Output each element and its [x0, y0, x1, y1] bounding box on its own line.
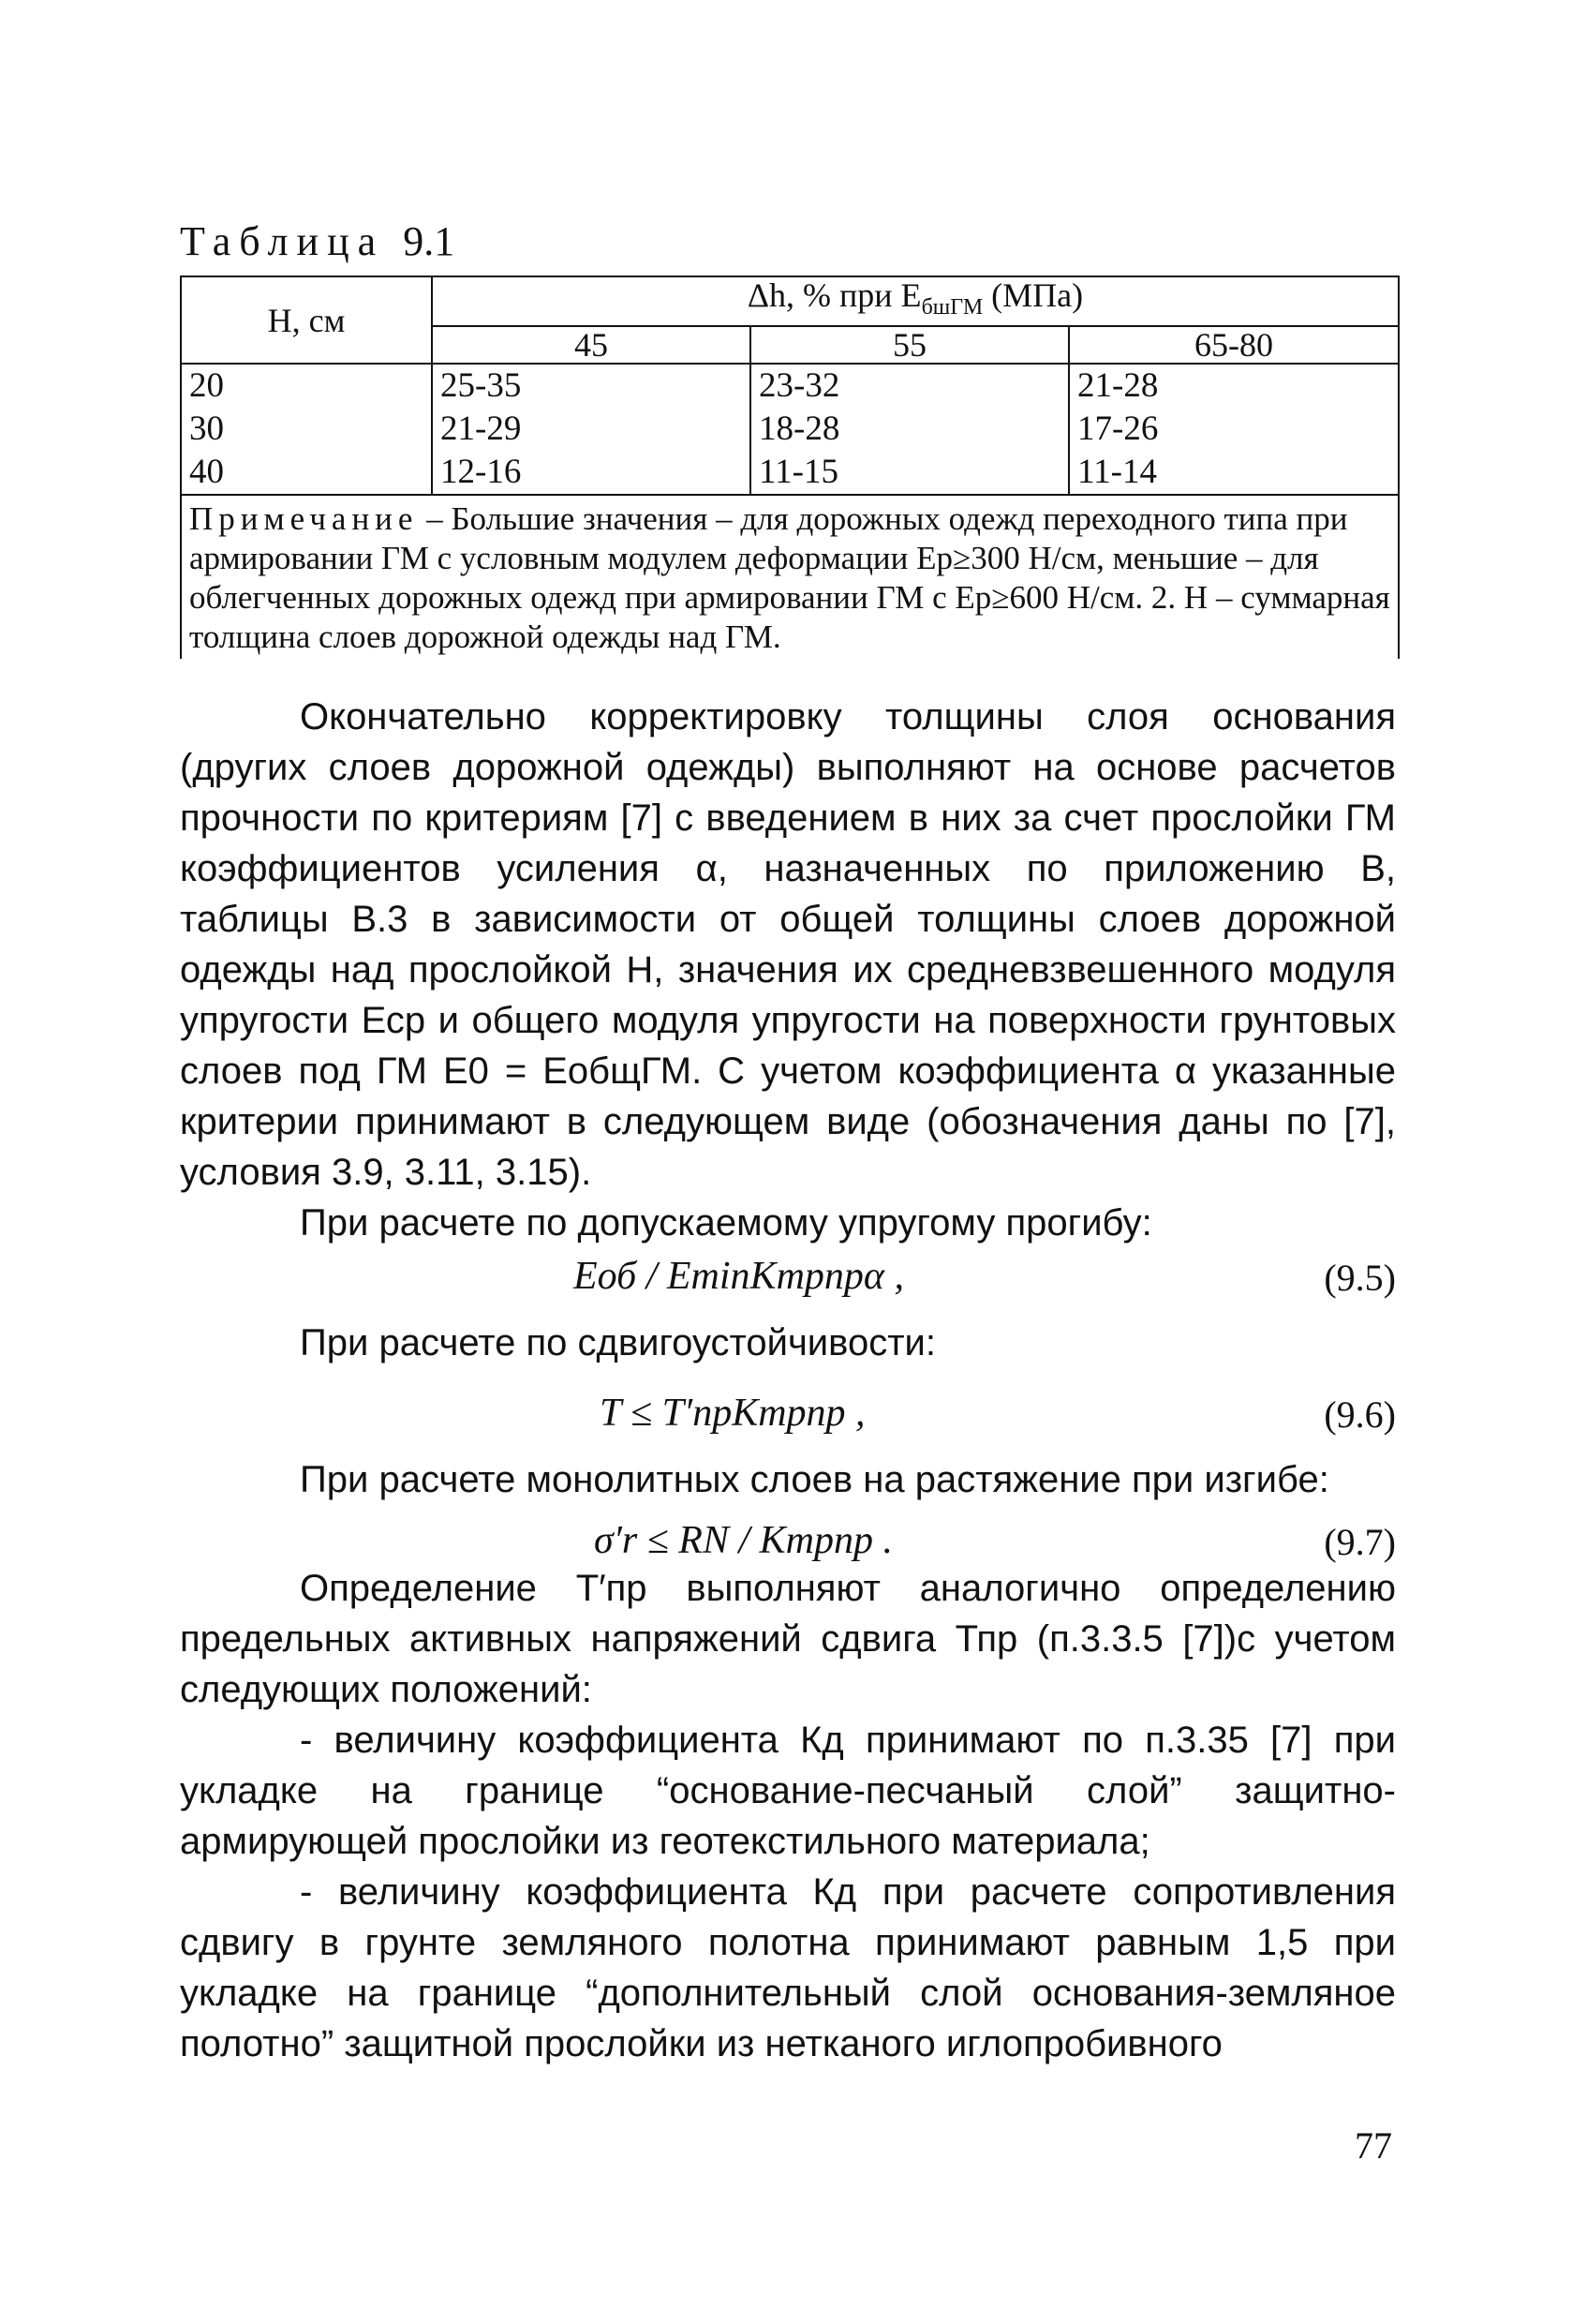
cell-55: 18-28 [750, 408, 1069, 451]
note-text: – Большие значения – для дорожных одежд переходного типа при армировании ГМ с условным модулем деформации Ер≥300 Н/см, меньшие – для облегченных дорожных одежд при армировании ГМ с Ер≥600 Н/см. 2. Н – суммарная толщина слоев дорожной одежды над ГМ. [189, 500, 1390, 656]
table-row [181, 451, 1399, 495]
data-table [180, 276, 1400, 659]
condition-line-95: При расчете по допускаемому упругому прогибу: [300, 1202, 1152, 1244]
cell-65-80: 17-26 [1069, 408, 1399, 451]
equation-number-97: (9.7) [1324, 1521, 1396, 1563]
cell-55: 11-15 [750, 451, 1069, 495]
formula-96: T ≤ T′прKтрпр , [600, 1392, 866, 1435]
header-h: Н, см [181, 276, 432, 364]
cell-h: 40 [181, 451, 432, 495]
body-paragraph-2: Определение Т′пр выполняют аналогично определению предельных активных напряжений сдвига Тпр (п.3.3.5 [7])с учетом следующих положений: - величину коэффициента Кд принимают по п.3.35 [7] при укладке на границе “основание-песчаный слой” защитно-армирующей прослойки из геотекстильного материала; - величину коэффициента Кд при расчете сопротивления сдвигу в грунте земляного полотна принимают равным 1,5 при укладке на границе “дополнительный слой основания-земляное полотно” защитной прослойки из нетканого иглопробивного [180, 1568, 1396, 2064]
body-paragraph-1: Окончательно корректировку толщины слоя основания (других слоев дорожной одежды) выполняют на основе расчетов прочности по критериям [7] с введением в них за счет прослойки ГМ коэффициентов усиления α, назначенных по приложению В, таблицы В.3 в зависимости от общей толщины слоев дорожной одежды над прослойкой Н, значения их средневзвешенного модуля упругости Еср и общего модуля упругости на поверхности грунтовых слоев под ГМ Е0 = ЕобщГМ. С учетом коэффициента α указанные критерии принимают в следующем виде (обозначения даны по [7], условия 3.9, 3.11, 3.15). [180, 696, 1396, 1193]
cell-45: 25-35 [432, 364, 750, 408]
header-col-65-80: 65-80 [1069, 326, 1399, 364]
header-col-55: 55 [750, 326, 1069, 364]
cell-h: 20 [181, 364, 432, 408]
table-row [181, 408, 1399, 451]
formula-97: σ′r ≤ RN / Kтрпр . [594, 1519, 893, 1562]
cell-45: 12-16 [432, 451, 750, 495]
table-row [181, 364, 1399, 408]
note-label: Примечание [189, 500, 419, 538]
cell-65-80: 21-28 [1069, 364, 1399, 408]
equation-number-95: (9.5) [1324, 1257, 1396, 1299]
header-col-45: 45 [432, 326, 750, 364]
cell-h: 30 [181, 408, 432, 451]
equation-number-96: (9.6) [1324, 1393, 1396, 1436]
condition-line-97: При расчете монолитных слоев на растяжение при изгибе: [300, 1459, 1329, 1500]
cell-65-80: 11-14 [1069, 451, 1399, 495]
header-dh: Δh, % при $Е_{бшГМ}$ (МПа) [432, 276, 1399, 326]
page-number: 77 [1355, 2124, 1392, 2167]
cell-45: 21-29 [432, 408, 750, 451]
table-note-row [181, 495, 1399, 659]
cell-55: 23-32 [750, 364, 1069, 408]
table-note [181, 495, 1399, 659]
formula-95: Eоб / EminKтрпрα , [573, 1255, 904, 1298]
table-caption-word: Таблица [180, 218, 385, 264]
table-caption-number: 9.1 [403, 218, 455, 264]
condition-line-96: При расчете по сдвигоустойчивости: [300, 1322, 936, 1363]
table-caption [180, 217, 454, 265]
